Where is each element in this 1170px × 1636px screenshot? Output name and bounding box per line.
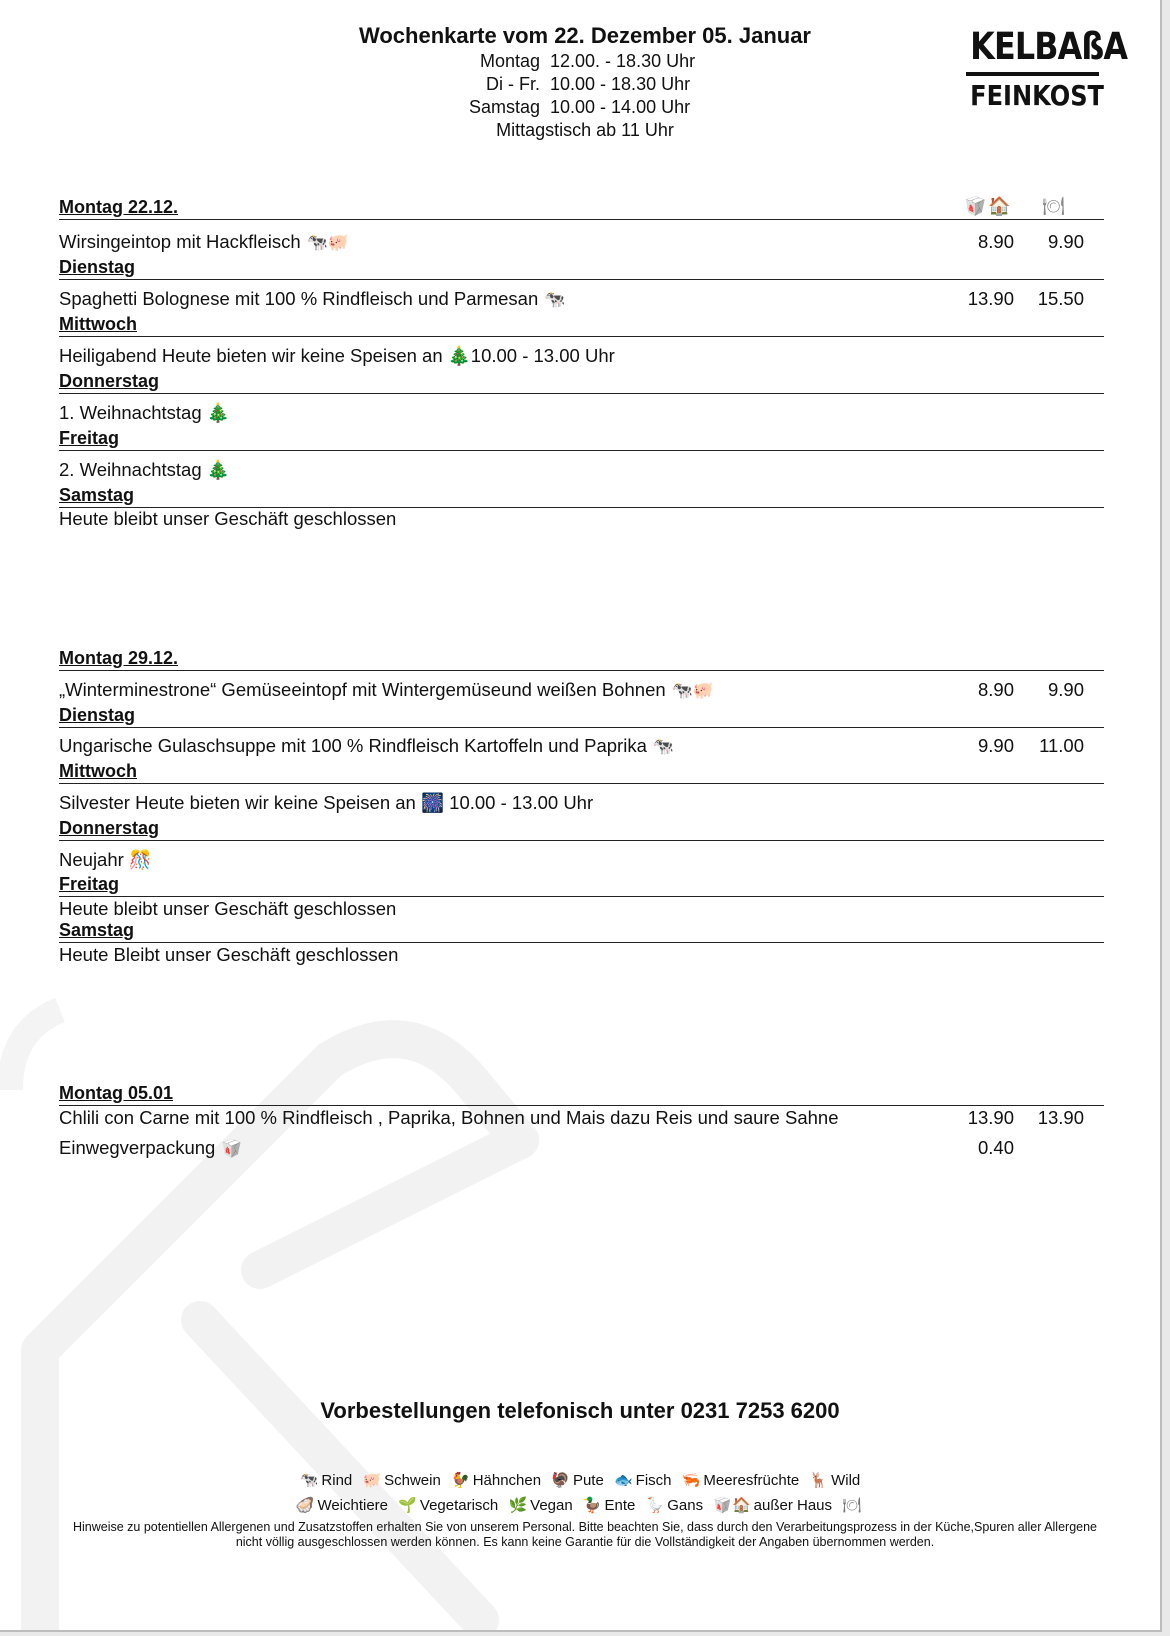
legend-item-vegan: 🌿 Vegan bbox=[508, 1497, 573, 1514]
logo bbox=[960, 25, 1128, 112]
dish-text: Heiligabend Heute bieten wir keine Speisen an 🎄10.00 - 13.00 Uhr bbox=[59, 345, 615, 366]
dish-text: Heute bleibt unser Geschäft geschlossen bbox=[59, 898, 397, 919]
dish-text: „Winterminestrone“ Gemüseeintopf mit Wintergemüseund weißen Bohnen 🐄🐖 bbox=[59, 679, 715, 700]
legend-item-meeresfruechte: 🦐 Meeresfrüchte bbox=[681, 1472, 800, 1489]
day-label: Dienstag bbox=[59, 705, 1104, 728]
pig-icon: 🐖 bbox=[362, 1472, 382, 1489]
legend-item-schwein: 🐖 Schwein bbox=[362, 1472, 441, 1489]
cow-pig-icon: 🐄🐖 bbox=[671, 681, 715, 700]
plate-cutlery-icon: 🍽 bbox=[1042, 196, 1065, 216]
cow-icon: 🐄 bbox=[652, 737, 675, 756]
dish-text: Silvester Heute bieten wir keine Speisen an 🎆 10.00 - 13.00 Uhr bbox=[59, 792, 594, 813]
legend-item-gans: 🪿 Gans bbox=[645, 1497, 704, 1514]
dish-text: Wirsingeintop mit Hackfleisch 🐄🐖 bbox=[59, 231, 349, 252]
deer-icon: 🦌 bbox=[809, 1472, 829, 1489]
duck-icon: 🦆 bbox=[582, 1497, 602, 1514]
legend-item-vegetarisch: 🌱 Vegetarisch bbox=[398, 1497, 499, 1514]
cow-icon: 🐄 bbox=[544, 290, 566, 309]
day-label: Freitag bbox=[59, 874, 1104, 897]
price-takeaway: 8.90 bbox=[977, 231, 1014, 252]
plate-cutlery-icon: 🍽 bbox=[842, 1497, 862, 1514]
legend-row-2 bbox=[0, 1495, 1160, 1517]
price-dine-in: 9.90 bbox=[1047, 231, 1084, 252]
takeaway-box-icon: 🥡 bbox=[964, 196, 987, 216]
preorder-phone: Vorbestellungen telefonisch unter 0231 7253 6200 bbox=[320, 1398, 840, 1423]
header bbox=[300, 22, 870, 142]
dish-text: Ungarische Gulaschsuppe mit 100 % Rindfleisch Kartoffeln und Paprika 🐄 bbox=[59, 735, 675, 756]
price-takeaway: 13.90 bbox=[967, 288, 1014, 309]
legend-item-rind: 🐄 Rind bbox=[299, 1472, 353, 1489]
goose-icon: 🪿 bbox=[645, 1497, 665, 1514]
day-label: Freitag bbox=[59, 428, 1104, 451]
page-title: Wochenkarte vom 22. Dezember 05. Januar bbox=[358, 23, 811, 48]
dish-text: 2. Weihnachtstag 🎄 bbox=[59, 459, 230, 480]
price-dine-in: 13.90 bbox=[1037, 1107, 1084, 1128]
legend-item-weichtiere: 🦪 Weichtiere bbox=[295, 1497, 389, 1514]
dish-text: Spaghetti Bolognese mit 100 % Rindfleisch und Parmesan 🐄 bbox=[59, 288, 566, 309]
dish-text: Heute bleibt unser Geschäft geschlossen bbox=[59, 508, 397, 529]
shrimp-icon: 🦐 bbox=[681, 1472, 701, 1489]
legend-item-im-haus bbox=[842, 1497, 864, 1514]
price-takeaway: 13.90 bbox=[967, 1107, 1014, 1128]
day-label: Montag 22.12. bbox=[59, 197, 1104, 220]
day-label: Mittwoch bbox=[59, 761, 1104, 784]
hours-row-saturday: Samstag 10.00 - 14.00 Uhr bbox=[468, 97, 691, 117]
cow-icon: 🐄 bbox=[299, 1472, 319, 1489]
price-dine-in: 11.00 bbox=[1039, 735, 1084, 756]
lunch-info: Mittagstisch ab 11 Uhr bbox=[496, 120, 674, 140]
turkey-icon: 🦃 bbox=[551, 1472, 570, 1489]
legend-item-wild: 🦌 Wild bbox=[809, 1472, 861, 1489]
price-takeaway: 0.40 bbox=[977, 1137, 1014, 1158]
day-label: Dienstag bbox=[59, 257, 1104, 280]
oyster-icon: 🦪 bbox=[295, 1497, 315, 1514]
price-dine-in: 15.50 bbox=[1037, 288, 1084, 309]
legend-row-1 bbox=[0, 1470, 1160, 1492]
seedling-icon: 🌱 bbox=[398, 1497, 417, 1514]
hours-row-weekdays: Di - Fr. 10.00 - 18.30 Uhr bbox=[486, 74, 691, 94]
day-label: Montag 29.12. bbox=[59, 648, 1104, 671]
chicken-icon: 🐓 bbox=[451, 1472, 470, 1489]
house-icon: 🏠 bbox=[988, 196, 1011, 216]
legend-item-haehnchen: 🐓 Hähnchen bbox=[451, 1472, 542, 1489]
takeaway-house-icon: 🥡🏠 bbox=[713, 1497, 751, 1514]
cow-pig-icon: 🐄🐖 bbox=[306, 233, 349, 252]
legend-item-ente: 🦆 Ente bbox=[582, 1497, 636, 1514]
logo-bar bbox=[966, 72, 1099, 76]
logo-line-2: FEINKOST bbox=[970, 79, 1104, 112]
legend-item-pute: 🦃 Pute bbox=[551, 1472, 604, 1489]
legend-item-fisch: 🐟 Fisch bbox=[613, 1472, 672, 1489]
day-label: Samstag bbox=[59, 485, 1104, 508]
dish-text: Chlili con Carne mit 100 % Rindfleisch , Paprika, Bohnen und Mais dazu Reis und saure Sahne bbox=[59, 1107, 839, 1128]
day-label: Donnerstag bbox=[59, 818, 1104, 841]
price-dine-in: 9.90 bbox=[1047, 679, 1084, 700]
day-label: Mittwoch bbox=[59, 314, 1104, 337]
day-label: Montag 05.01 bbox=[59, 1083, 1104, 1106]
price-takeaway: 8.90 bbox=[977, 679, 1014, 700]
legend-item-ausser-haus: 🥡🏠 außer Haus bbox=[713, 1497, 833, 1514]
day-label: Samstag bbox=[59, 920, 1104, 943]
allergen-note: Hinweise zu potentiellen Allergenen und Zusatzstoffen erhalten Sie von unserem Personal. Bitte beachten Sie, dass durch den Verarbeitungsprozess in der Küche,Spuren aller Allergene nicht völlig ausgeschlossen werden können. Es kann keine Garantie für die Vollständigkeit der Angaben übernommen werden. bbox=[72, 1520, 1098, 1549]
fish-icon: 🐟 bbox=[613, 1472, 633, 1489]
dish-text: Neujahr 🎊 bbox=[59, 849, 152, 870]
dish-text: 1. Weihnachtstag 🎄 bbox=[59, 402, 230, 423]
logo-line-1: KELBAßA bbox=[970, 25, 1128, 68]
dish-text: Heute Bleibt unser Geschäft geschlossen bbox=[59, 944, 399, 965]
dish-text: Einwegverpackung 🥡 bbox=[59, 1137, 243, 1158]
day-label: Donnerstag bbox=[59, 371, 1104, 394]
hours-row-monday: Montag 12.00. - 18.30 Uhr bbox=[479, 51, 696, 71]
takeaway-box-icon: 🥡 bbox=[221, 1139, 243, 1158]
price-takeaway: 9.90 bbox=[977, 735, 1014, 756]
herb-icon: 🌿 bbox=[508, 1497, 528, 1514]
